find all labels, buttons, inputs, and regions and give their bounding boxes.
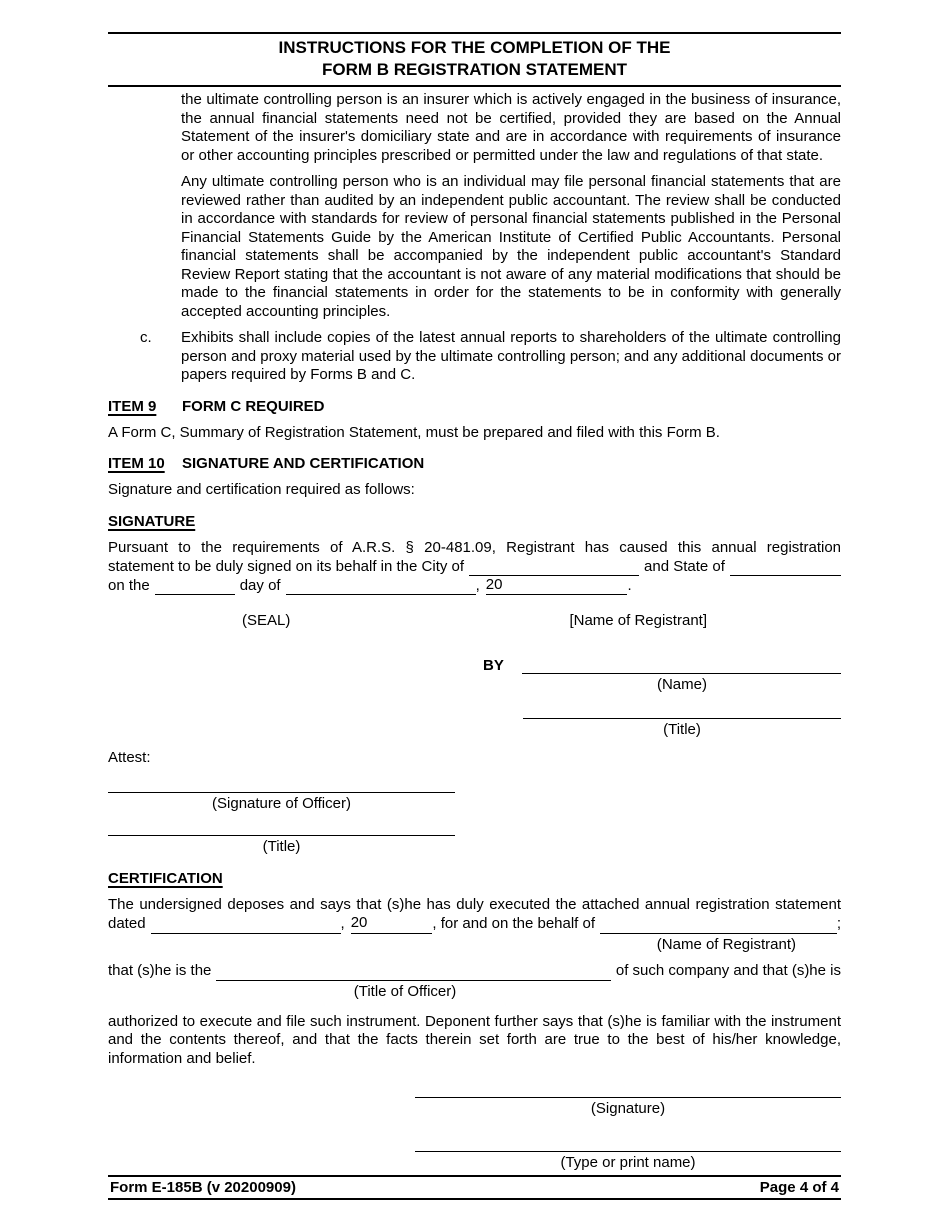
- state-blank[interactable]: [730, 561, 841, 576]
- seal-label: (SEAL): [242, 612, 291, 629]
- footer-row: [108, 1177, 841, 1198]
- list-item-c-text: Exhibits shall include copies of the latest annual reports to shareholders of the ultimate controlling person and proxy material used by the ultimate controlling person; and any additional documents or papers required by Forms B and C.: [181, 329, 841, 383]
- paragraph-personal-financial: Any ultimate controlling person who is an individual may file personal financial statements that are reviewed rather than audited by an independent public accountant. The review shall be conducted in accordance with standards for review of personal financial statements published in the Personal Financial Statements Guide by the American Institute of Certified Public Accountants. Personal financial statements shall be accompanied by the independent public accountant's Standard Review Report stating that the accountant is not aware of any material modifications that should be made to the financial statements in order for the statements to be in conformity with generally accepted accounting principles.: [181, 173, 841, 320]
- item-9-number: ITEM 9: [108, 397, 157, 415]
- cert-officer-title-blank[interactable]: [216, 966, 610, 981]
- signature-line3-period: .: [627, 576, 632, 594]
- item-10-intro: Signature and certification required as follows:: [108, 481, 415, 498]
- certification-line3-post: of such company and that (s)he is: [615, 962, 841, 979]
- footer-rule-bottom: [108, 1198, 841, 1200]
- certification-heading-text: CERTIFICATION: [108, 870, 223, 887]
- form-id: Form E-185B (v 20200909): [110, 1179, 296, 1196]
- signature-paragraph-line1: Pursuant to the requirements of A.R.S. § 20-481.09, Registrant has caused this annual registration: [108, 538, 841, 556]
- cert-year-prefix: 20: [350, 914, 368, 931]
- final-signature-line[interactable]: [415, 1097, 841, 1098]
- signature-line2-pre: statement to be duly signed on its behalf in the City of: [108, 557, 465, 575]
- officer-signature-caption: (Signature of Officer): [212, 795, 351, 812]
- seal-registrant-row: [108, 612, 841, 630]
- item-9-text: A Form C, Summary of Registration Statement, must be prepared and filed with this Form B.: [108, 423, 720, 441]
- city-blank[interactable]: [469, 561, 639, 576]
- item-10-heading: [108, 455, 841, 473]
- signature-line3-mid: day of: [239, 576, 281, 594]
- item-9-heading: [108, 398, 841, 416]
- name-caption: (Name): [656, 676, 707, 693]
- certification-line2-semicolon: ;: [836, 915, 841, 932]
- signature-paragraph-line3: [108, 576, 841, 595]
- attest-label: Attest:: [108, 749, 151, 766]
- final-print-name-line[interactable]: [415, 1151, 841, 1152]
- list-item-c: [108, 329, 841, 385]
- by-row: [108, 652, 841, 674]
- final-print-name-caption: (Type or print name): [560, 1154, 696, 1171]
- certification-line2-comma: ,: [340, 915, 345, 932]
- signature-line3-comma: ,: [475, 576, 480, 594]
- certification-line3-pre: that (s)he is the: [108, 962, 212, 979]
- page-footer: [0, 1175, 950, 1200]
- certification-closing-paragraph: authorized to execute and file such instrument. Deponent further says that (s)he is familiar with the instrument and the contents thereof, and that the facts therein set forth are true to the best of his/her knowledge, information and belief.: [108, 1012, 841, 1067]
- by-label: BY: [483, 657, 504, 674]
- title-caption: (Title): [663, 721, 701, 738]
- officer-title-caption: (Title): [262, 838, 301, 855]
- cert-registrant-blank[interactable]: [600, 919, 837, 934]
- document-title: [108, 34, 841, 85]
- item-10-title: SIGNATURE AND CERTIFICATION: [182, 455, 425, 472]
- day-blank[interactable]: [155, 580, 235, 595]
- cert-dated-blank[interactable]: [151, 919, 341, 934]
- month-blank[interactable]: [286, 580, 476, 595]
- item-10-number-cell: [108, 455, 182, 473]
- cert-name-of-registrant-caption: (Name of Registrant): [656, 935, 796, 953]
- year-prefix: 20: [485, 575, 503, 593]
- signature-section-heading: [108, 513, 841, 531]
- year-blank[interactable]: [486, 576, 628, 596]
- page-number: Page 4 of 4: [759, 1179, 839, 1196]
- title-line-1: INSTRUCTIONS FOR THE COMPLETION OF THE: [278, 38, 671, 57]
- signature-heading-text: SIGNATURE: [108, 512, 196, 530]
- certification-section-heading: [108, 870, 841, 888]
- officer-signature-line[interactable]: [108, 792, 455, 793]
- title-line-2: FORM B REGISTRATION STATEMENT: [321, 60, 628, 79]
- paragraph-insurer-statements: the ultimate controlling person is an insurer which is actively engaged in the business of insurance, the annual financial statements need not be certified, provided they are based on the Annual Statement of the insurer's domiciliary state and are in accordance with requirements of insurance or other accounting principles prescribed or permitted under the law and regulations of that state.: [181, 91, 841, 164]
- certification-dated-label: dated: [108, 915, 146, 932]
- item-9-title: FORM C REQUIRED: [182, 397, 325, 415]
- final-signature-caption: (Signature): [590, 1100, 666, 1117]
- signature-line2-mid: and State of: [644, 557, 725, 575]
- certification-line2: [108, 915, 841, 934]
- by-name-line[interactable]: [522, 656, 841, 674]
- certification-line3: [108, 962, 841, 981]
- title-of-officer-caption: (Title of Officer): [353, 982, 457, 1000]
- officer-title-line[interactable]: [108, 835, 455, 836]
- cert-year-blank[interactable]: [351, 914, 433, 934]
- certification-line2-mid: , for and on the behalf of: [432, 915, 596, 932]
- item-10-number: ITEM 10: [108, 455, 165, 472]
- list-marker-c: c.: [140, 329, 152, 346]
- signature-paragraph-line2: [108, 557, 841, 576]
- certification-line1: The undersigned deposes and says that (s)he has duly executed the attached annual registration statement: [108, 896, 841, 913]
- name-of-registrant-label: [Name of Registrant]: [569, 612, 707, 629]
- header-rule-bottom: [108, 85, 841, 87]
- item-9-number-cell: [108, 398, 182, 416]
- signature-line3-pre: on the: [108, 576, 150, 594]
- by-title-line[interactable]: [523, 718, 841, 719]
